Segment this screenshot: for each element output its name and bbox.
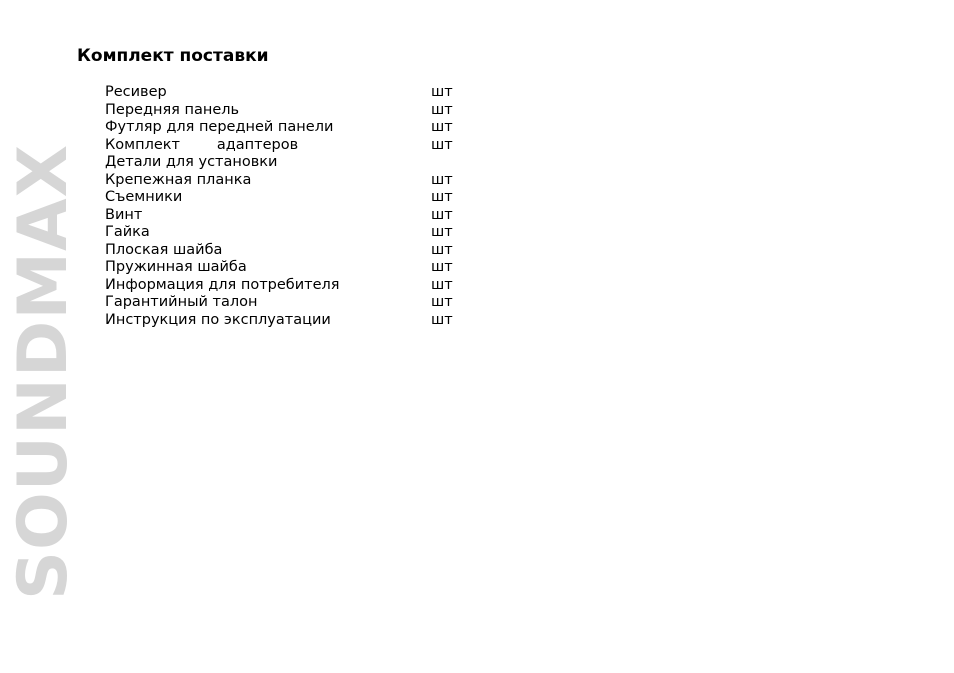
item-name: Инструкция по эксплуатации (105, 311, 331, 328)
list-item (105, 84, 465, 102)
list-item (105, 119, 465, 137)
item-name: Винт (105, 206, 143, 223)
item-name: Ресивер (105, 84, 167, 100)
item-name: Комплект адаптеров (105, 136, 299, 153)
item-unit: шт (431, 224, 453, 240)
list-item (105, 259, 465, 277)
list-item (105, 277, 465, 295)
item-name: Съемники (105, 189, 183, 205)
item-unit: шт (431, 189, 453, 205)
list-item (105, 224, 465, 242)
item-unit: шт (431, 119, 453, 135)
list-item (105, 137, 465, 155)
list-item (105, 294, 465, 312)
package-contents-list (105, 84, 465, 329)
item-unit: шт (431, 206, 453, 223)
item-name: Детали для установки (105, 154, 278, 170)
list-item (105, 207, 465, 225)
list-item (105, 312, 465, 330)
item-name: Передняя панель (105, 101, 240, 118)
list-item (105, 242, 465, 260)
item-unit: шт (431, 101, 453, 118)
section-title: Комплект поставки (77, 46, 269, 66)
item-unit: шт (431, 259, 453, 275)
item-name: Гайка (105, 224, 150, 240)
item-name: Плоская шайба (105, 241, 223, 258)
item-unit: шт (431, 276, 453, 293)
item-unit: шт (431, 171, 453, 188)
item-unit: шт (431, 136, 453, 153)
item-unit: шт (431, 241, 453, 258)
list-item (105, 154, 465, 172)
item-unit: шт (431, 84, 453, 100)
list-item (105, 189, 465, 207)
list-item (105, 102, 465, 120)
item-name: Информация для потребителя (105, 276, 340, 293)
item-name: Гарантийный талон (105, 294, 258, 310)
item-name: Крепежная планка (105, 171, 252, 188)
item-unit: шт (431, 311, 453, 328)
list-item (105, 172, 465, 190)
item-unit: шт (431, 294, 453, 310)
item-name: Футляр для передней панели (105, 119, 334, 135)
item-name: Пружинная шайба (105, 259, 247, 275)
brand-watermark-logo: SOUNDMAX (4, 143, 83, 600)
